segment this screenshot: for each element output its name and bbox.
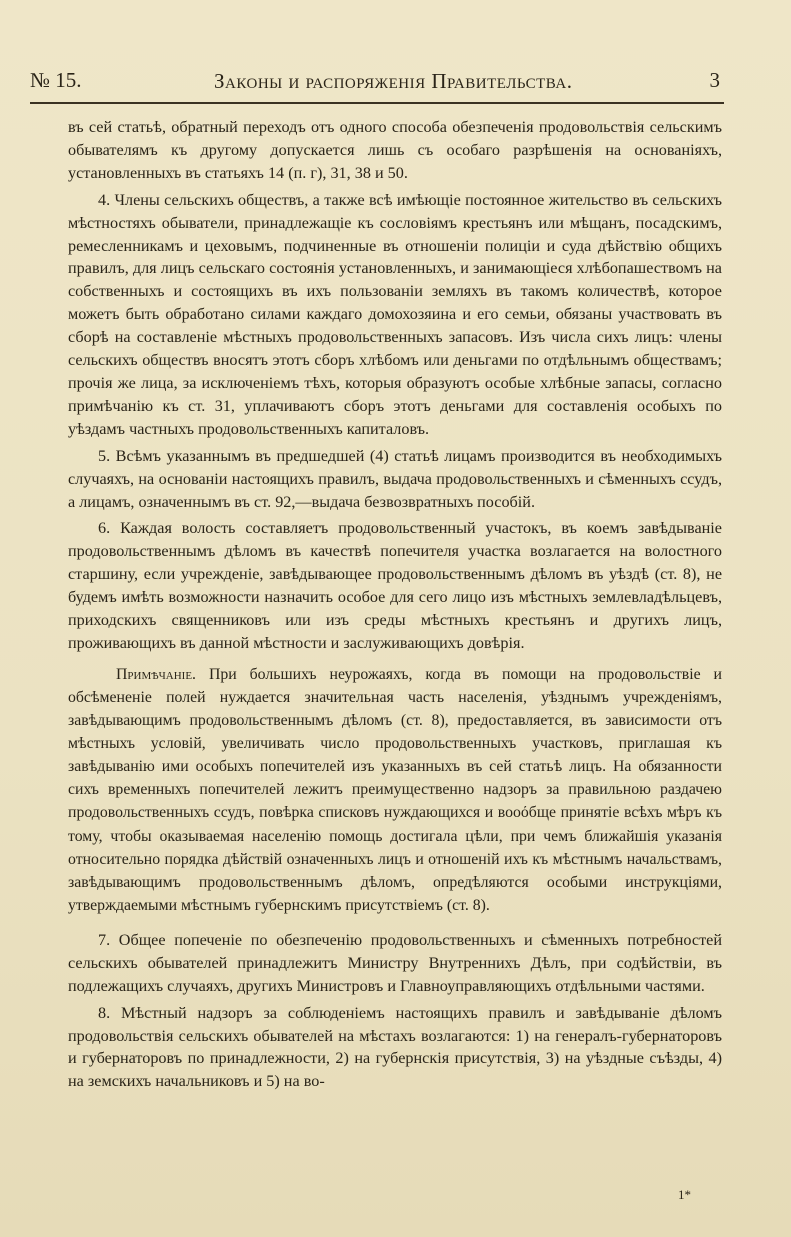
running-title: Законы и распоряженія Правительства. xyxy=(214,69,573,93)
paragraph-7: 7. Общее попеченіе по обезпеченію продовольственныхъ и сѣменныхъ потребностей сельскихъ обывателей принадлежитъ Министру Внутреннихъ Дѣлъ, при содѣйствіи, въ подлежащихъ случаяхъ, другихъ Министровъ и Главноуправляющихъ отдѣльными частями. xyxy=(68,930,722,995)
page-number: 3 xyxy=(709,68,720,92)
note-text: При большихъ неурожаяхъ, когда въ помощи на продовольствіе и обсѣмененіе полей нуждается значительная часть населенія, уѣзднымъ учрежденіямъ, завѣдывающимъ продовольственнымъ дѣломъ (ст. 8), предоставляется, въ зависимости отъ мѣстныхъ условій, увеличивать число продовольственныхъ участковъ, приглашая къ завѣдыванію ими особыхъ попечителей изъ указанныхъ въ сей статьѣ лицъ. На обязанности сихъ временныхъ попечителей лежитъ преимущественно надзоръ за правильною раздачею продовольственныхъ ссудъ, повѣрка списковъ нуждающихся и вооόбще принятіе всѣхъ мѣръ къ тому, чтобы оказываемая населенію помощь достигала цѣли, при чемъ ближайшія указанія относительно порядка дѣйствій означенныхъ лицъ и отношеній ихъ къ мѣстнымъ начальствамъ, завѣдывающимъ продовольственнымъ дѣломъ, опредѣляются особыми инструкціями, утверждаемыми мѣстнымъ губернскимъ присутствіемъ (ст. 8). xyxy=(68,665,722,914)
note-lead: Примѣчаніе. xyxy=(116,665,196,683)
paragraph-5: 5. Всѣмъ указаннымъ въ предшедшей (4) статьѣ лицамъ производится въ необходимыхъ случаяхъ, на основаніи настоящихъ правилъ, выдача продовольственныхъ и сѣменныхъ ссудъ, а лицамъ, означеннымъ въ ст. 92,—выдача безвозвратныхъ пособій. xyxy=(68,446,722,511)
paragraph-6: 6. Каждая волость составляетъ продовольственный участокъ, въ коемъ завѣдываніе продовольственнымъ дѣломъ въ качествѣ попечителя участка возлагается на волостного старшину, если учрежденіе, завѣдывающее продовольственнымъ дѣломъ въ уѣздѣ (ст. 8), не будемъ имѣть возможности назначить особое для сего лицо изъ мѣстныхъ землевладѣльцевъ, приходскихъ священниковъ или изъ среды мѣстныхъ крестьянъ и другихъ лицъ, проживающихъ въ данной мѣстности и заслуживающихъ довѣрія. xyxy=(68,519,722,652)
page-header xyxy=(30,68,720,98)
paragraph-4: 4. Члены сельскихъ обществъ, а также всѣ имѣющіе постоянное жительство въ сельскихъ мѣстностяхъ обыватели, принадлежащіе къ сословіямъ крестьянъ или мѣщанъ, посадскимъ, ремесленникамъ и цеховымъ, подчиненные въ отношеніи полиціи и суда дѣйствію общихъ правилъ, для лицъ сельскаго состоянія установленныхъ, и занимающіеся хлѣбопашествомъ на собственныхъ и состоящихъ въ ихъ пользованіи земляхъ въ такомъ количествѣ, которое можетъ быть обработано силами каждаго домохозяина и его семьи, обязаны участвовать въ сборѣ на составленіе мѣстныхъ продовольственныхъ запасовъ. Изъ числа сихъ лицъ: члены сельскихъ обществъ вносятъ этотъ сборъ хлѣбомъ или деньгами по отдѣльнымъ обществамъ; прочія же лица, за исключеніемъ тѣхъ, которыя образуютъ особые хлѣбные запасы, согласно примѣчанію къ ст. 31, уплачиваютъ сборъ этотъ деньгами для составленія особыхъ по уѣздамъ частныхъ продовольственныхъ капиталовъ. xyxy=(68,190,722,438)
issue-number: № 15. xyxy=(30,68,82,92)
paragraph-continuation: въ сей статьѣ, обратный переходъ отъ одного способа обезпеченія продовольствія сельскимъ обывателямъ къ другому допускается лишь съ особаго разрѣшенія на основаніяхъ, установленныхъ въ статьяхъ 14 (п. г), 31, 38 и 50. xyxy=(68,118,722,182)
paragraph-8: 8. Мѣстный надзоръ за соблюденіемъ настоящихъ правилъ и завѣдываніе дѣломъ продовольствія сельскихъ обывателей на мѣстахъ возлагаются: 1) на генералъ-губернаторовъ и губернаторовъ по принадлежности, 2) на губернскія присутствія, 3) на уѣздные съѣзды, 4) на земскихъ начальниковъ и 5) на во- xyxy=(68,1003,722,1091)
header-rule xyxy=(30,102,724,104)
body-text xyxy=(68,116,722,1097)
signature-mark: 1* xyxy=(678,1187,691,1202)
note-paragraph xyxy=(68,663,722,917)
